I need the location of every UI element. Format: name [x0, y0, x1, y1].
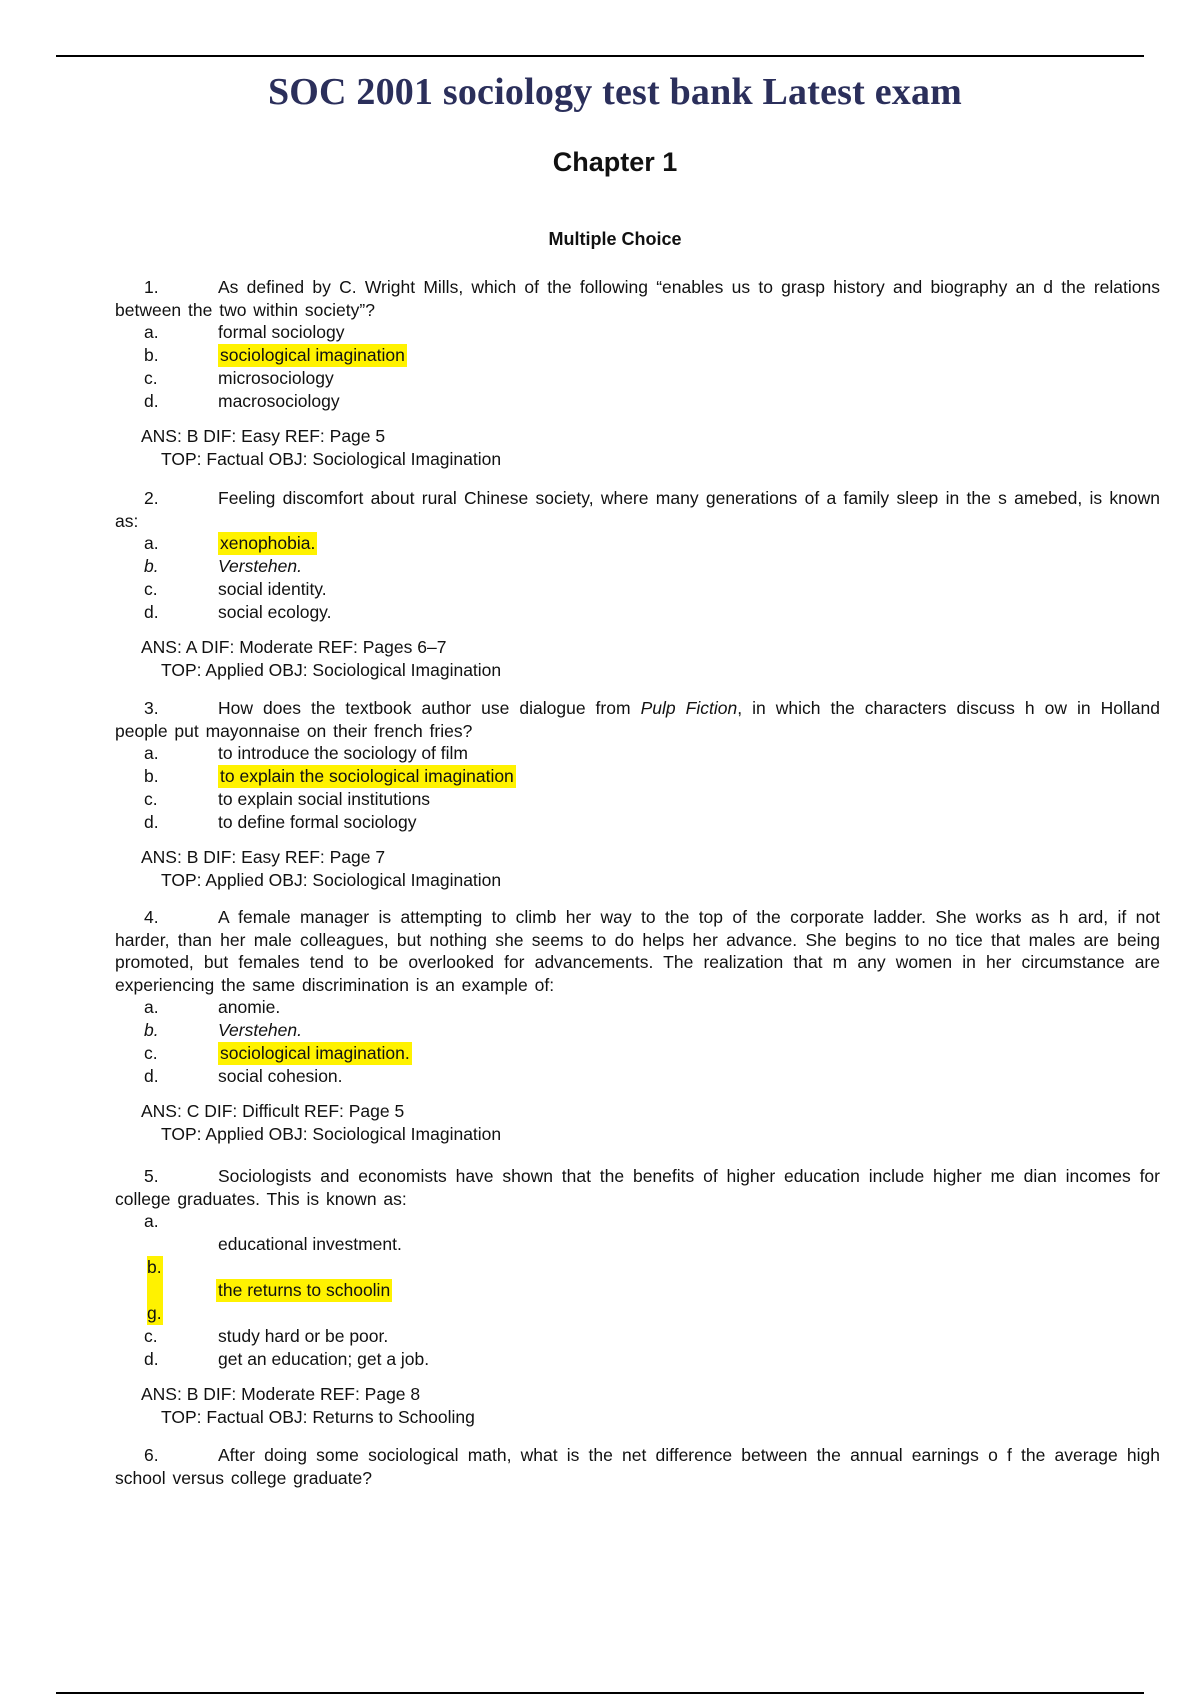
question-number: 4.: [144, 907, 159, 927]
option-b: b. sociological imagination: [144, 345, 405, 365]
option-b: b. Verstehen.: [144, 1020, 302, 1040]
question-number: 6.: [144, 1445, 159, 1465]
option-a: a. xenophobia.: [144, 533, 316, 553]
option-d: d. social ecology.: [144, 602, 332, 622]
bottom-rule: [56, 1692, 1144, 1694]
question-2: [115, 487, 1160, 682]
question-1: [115, 276, 1160, 471]
topic-line: TOP: Applied OBJ: Sociological Imagination: [161, 870, 502, 890]
option-c: c. to explain social institutions: [144, 789, 431, 809]
option-a: a. anomie.: [144, 997, 281, 1017]
question-stem: 2. Feeling discomfort about rural Chinese society, where many generations of a family sleep in the s amebed, is known as:: [115, 488, 1160, 531]
question-stem: 6. After doing some sociological math, what is the net difference between the annual earnings o f the average high school versus college graduate?: [115, 1445, 1160, 1488]
question-number: 1.: [144, 277, 159, 297]
answer-line: ANS: B DIF: Easy REF: Page 5: [141, 426, 386, 446]
option-c: c. social identity.: [144, 579, 327, 599]
option-a: a. formal sociology: [144, 322, 345, 342]
answer-line: ANS: A DIF: Moderate REF: Pages 6–7: [141, 637, 447, 657]
topic-line: TOP: Factual OBJ: Sociological Imagination: [161, 449, 502, 469]
question-4: [115, 906, 1160, 1146]
option-b: b. the returns to schoolin g.: [147, 1257, 391, 1323]
topic-line: TOP: Factual OBJ: Returns to Schooling: [161, 1407, 475, 1427]
answer-line: ANS: C DIF: Difficult REF: Page 5: [141, 1101, 405, 1121]
chapter-heading: Chapter 1: [552, 147, 678, 177]
option-c: c. study hard or be poor.: [144, 1326, 389, 1346]
option-b: b. Verstehen.: [144, 556, 302, 576]
answer-line: ANS: B DIF: Moderate REF: Page 8: [141, 1384, 421, 1404]
option-d: d. get an education; get a job.: [144, 1349, 430, 1369]
question-number: 3.: [144, 698, 159, 718]
option-a: a. to introduce the sociology of film: [144, 743, 468, 763]
option-a: a. educational investment.: [144, 1211, 402, 1254]
question-stem: 5. Sociologists and economists have shown that the benefits of higher education include higher me dian incomes for college graduates. This is known as:: [115, 1166, 1160, 1209]
option-c: c. microsociology: [144, 368, 334, 388]
question-3: [115, 697, 1160, 892]
question-stem: 4. A female manager is attempting to climb her way to the top of the corporate ladder. She works as h ard, if not harder, than her male colleagues, but nothing she seems to do helps her advance. She begins to no tice that males are being promoted, but females tend to be overlooked for advancements. The realization that m any women in her circumstance are experiencing the same discrimination is an example of:: [115, 907, 1160, 995]
question-number: 5.: [144, 1166, 159, 1186]
document-title: SOC 2001 sociology test bank Latest exam: [267, 71, 963, 113]
question-6: [115, 1444, 1160, 1489]
answer-line: ANS: B DIF: Easy REF: Page 7: [141, 847, 386, 867]
option-b: b. to explain the sociological imagination: [144, 766, 514, 786]
section-heading: Multiple Choice: [548, 229, 682, 249]
question-number: 2.: [144, 488, 159, 508]
option-c: c. sociological imagination.: [144, 1043, 410, 1063]
top-rule: [56, 55, 1144, 57]
option-d: d. to define formal sociology: [144, 812, 417, 832]
option-d: d. social cohesion.: [144, 1066, 343, 1086]
option-d: d. macrosociology: [144, 391, 340, 411]
question-5: [115, 1165, 1160, 1429]
topic-line: TOP: Applied OBJ: Sociological Imagination: [161, 660, 502, 680]
question-stem: 3. How does the textbook author use dialogue from Pulp Fiction, in which the characters discuss h ow in Holland people put mayonnaise on their french fries?: [115, 698, 1161, 741]
question-stem: 1. As defined by C. Wright Mills, which of the following “enables us to grasp history and biography an d the relations between the two within society”?: [115, 277, 1160, 320]
topic-line: TOP: Applied OBJ: Sociological Imagination: [161, 1124, 502, 1144]
